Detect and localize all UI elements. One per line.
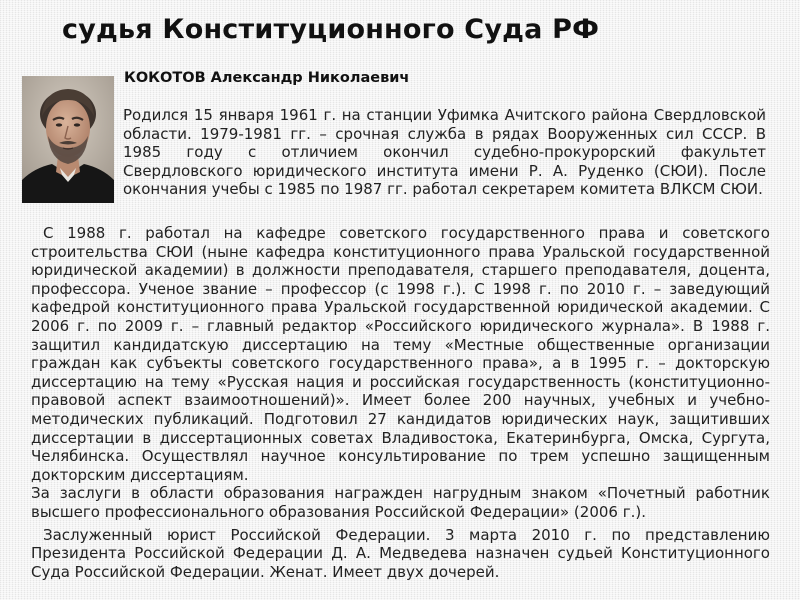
career-paragraph: С 1988 г. работал на кафедре советского государственного права и советского строительства СЮИ (ныне кафедра конституционного права Уральской государственной юридической академии) в должности преподавателя, старшего преподавателя, доцента, профессора. Ученое звание – профессор (с 1998 г.). С 1998 г. по 2010 г. – заведующий кафедрой конституционного права Уральской государственной юридической академии. С 2006 г. по 2009 г. – главный редактор «Российского юридического журнала». В 1988 г. защитил кандидатскую диссертацию на тему «Местные общественные организации граждан как субъекты советского государственного права», а в 1995 г. – докторскую диссертацию на тему «Русская нация и российская государственность (конституционно-правовой аспект взаимоотношений)». Имеет более 200 научных, учебных и учебно-методических публикаций. Подготовил 27 кандидатов юридических наук, защитивших диссертации в диссертационных советах Владивостока, Екатеринбурга, Омска, Сургута, Челябинска. Осуществлял научное консультирование по трем успешно защищенным докторским диссертациям.: [31, 224, 770, 484]
person-name: КОКОТОВ Александр Николаевич: [124, 70, 410, 86]
biography-intro-paragraph: Родился 15 января 1961 г. на станции Уфимка Ачитского района Свердловской области. 1979-1981 гг. – срочная служба в рядах Вооруженных сил СССР. В 1985 году с отличием окончил судебно-прокурорский факультет Свердловского юридического института имени Р. А. Руденко (СЮИ). После окончания учебы с 1985 по 1987 гг. работал секретарем комитета ВЛКСМ СЮИ.: [123, 106, 766, 199]
appointment-paragraph: Заслуженный юрист Российской Федерации. 3 марта 2010 г. по представлению Президента Российской Федерации Д. А. Медведева назначен судьей Конституционного Суда Российской Федерации. Женат. Имеет двух дочерей.: [31, 525, 770, 581]
biography-body: [31, 224, 770, 581]
award-paragraph: За заслуги в области образования награжден нагрудным знаком «Почетный работник высшего профессионального образования Российской Федерации» (2006 г.).: [31, 484, 770, 521]
portrait-photo: [22, 76, 114, 203]
slide-title: судья Конституционного Суда РФ: [62, 14, 600, 45]
